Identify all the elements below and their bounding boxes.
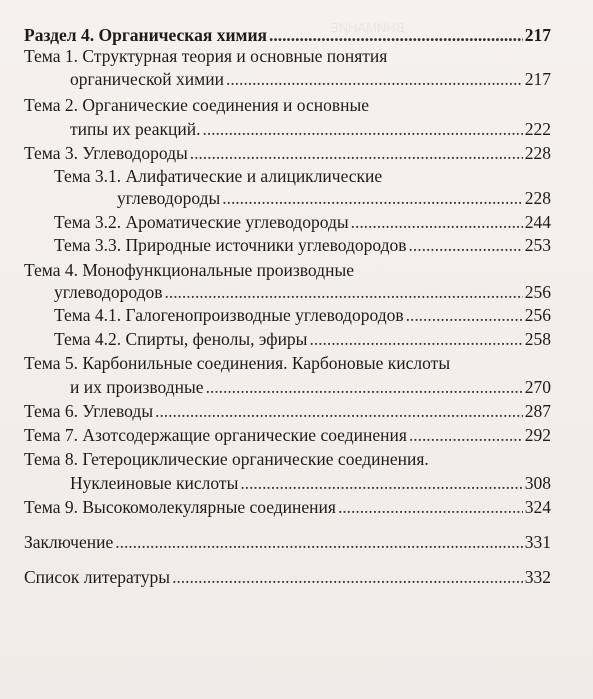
leader-dots [202, 118, 522, 140]
toc-entry-line[interactable]: Тема 5. Карбонильные соединения. Карбоновые кислоты [24, 353, 451, 373]
toc-entry[interactable] [24, 142, 551, 164]
toc-entry-line[interactable]: Тема 1. Структурная теория и основные понятия [24, 46, 388, 66]
leader-dots [190, 142, 523, 164]
leader-dots [222, 187, 523, 209]
toc-page-number: 324 [524, 497, 551, 517]
toc-page-number: 332 [524, 567, 551, 587]
toc-entry-text: Тема 6. Углеводы [24, 401, 154, 421]
leader-dots [165, 281, 523, 303]
toc-entry-text: углеводородов [54, 282, 163, 302]
leader-dots [206, 376, 523, 398]
toc-entry-text: углеводороды [117, 188, 221, 208]
toc-page-number: 244 [524, 212, 551, 232]
toc-entry-line[interactable]: Тема 4. Монофункциональные производные [24, 260, 354, 280]
toc-entry-text: Тема 3.3. Природные источники углеводородов [54, 235, 407, 255]
leader-dots [351, 211, 523, 233]
toc-page-number: 258 [524, 329, 551, 349]
toc-entry[interactable] [70, 472, 551, 494]
leader-dots [240, 472, 522, 494]
toc-entry[interactable] [24, 400, 551, 422]
toc-entry[interactable] [54, 281, 551, 303]
toc-page-number: 222 [524, 119, 551, 139]
toc-page-number: 331 [524, 532, 551, 552]
leader-dots [409, 424, 523, 446]
leader-dots [309, 328, 522, 350]
toc-entry-text: и их производные [70, 377, 204, 397]
toc-entry[interactable] [24, 496, 551, 518]
toc-section-title: Раздел 4. Органическая химия [24, 25, 268, 45]
toc-entry-text: Тема 3. Углеводороды [24, 143, 188, 163]
leader-dots [226, 68, 523, 90]
toc-entry-text: Тема 7. Азотсодержащие органические соединения [24, 425, 407, 445]
leader-dots [172, 566, 523, 588]
toc-entry-text: типы их реакций. [70, 119, 201, 139]
toc-page-number: 228 [524, 188, 551, 208]
toc-entry[interactable] [24, 531, 551, 553]
toc-page-number: 292 [524, 425, 551, 445]
toc-entry[interactable] [70, 68, 551, 90]
leader-dots [155, 400, 523, 422]
leader-dots [338, 496, 523, 518]
toc-entry[interactable] [24, 566, 551, 588]
toc-entry[interactable] [54, 234, 551, 256]
toc-entry[interactable] [70, 376, 551, 398]
leader-dots [406, 304, 523, 326]
toc-page-number: 308 [524, 473, 551, 493]
toc-page-number: 256 [524, 282, 551, 302]
toc-entry[interactable] [70, 118, 551, 140]
toc-entry-text: Тема 4.2. Спирты, фенолы, эфиры [54, 329, 308, 349]
toc-entry[interactable] [54, 211, 551, 233]
toc-page-number: 217 [524, 25, 551, 45]
bleed-through-text: ВНИМАНИЕ [330, 20, 405, 35]
toc-page-number: 287 [524, 401, 551, 421]
leader-dots [269, 24, 523, 46]
toc-section-header[interactable] [24, 24, 551, 46]
toc-page-number: 228 [524, 143, 551, 163]
toc-entry-text: органической химии [70, 69, 224, 89]
toc-entry-text: Заключение [24, 532, 114, 552]
toc-page-number: 217 [524, 69, 551, 89]
toc-entry[interactable] [24, 424, 551, 446]
toc-entry[interactable] [117, 187, 551, 209]
toc-page-number: 256 [524, 305, 551, 325]
toc-entry-line[interactable]: Тема 3.1. Алифатические и алициклические [54, 166, 383, 186]
leader-dots [115, 531, 523, 553]
toc-entry[interactable] [54, 328, 551, 350]
toc-page-number: 253 [524, 235, 551, 255]
toc-entry[interactable] [54, 304, 551, 326]
toc-entry-text: Тема 4.1. Галогенопроизводные углеводородов [54, 305, 404, 325]
toc-entry-text: Тема 9. Высокомолекулярные соединения [24, 497, 336, 517]
toc-entry-line[interactable]: Тема 8. Гетероциклические органические соединения. [24, 449, 429, 469]
toc-entry-text: Список литературы [24, 567, 171, 587]
toc-entry-line[interactable]: Тема 2. Органические соединения и основные [24, 95, 370, 115]
toc-page-number: 270 [524, 377, 551, 397]
toc-entry-text: Тема 3.2. Ароматические углеводороды [54, 212, 349, 232]
toc-entry-text: Нуклеиновые кислоты [70, 473, 239, 493]
leader-dots [409, 234, 523, 256]
